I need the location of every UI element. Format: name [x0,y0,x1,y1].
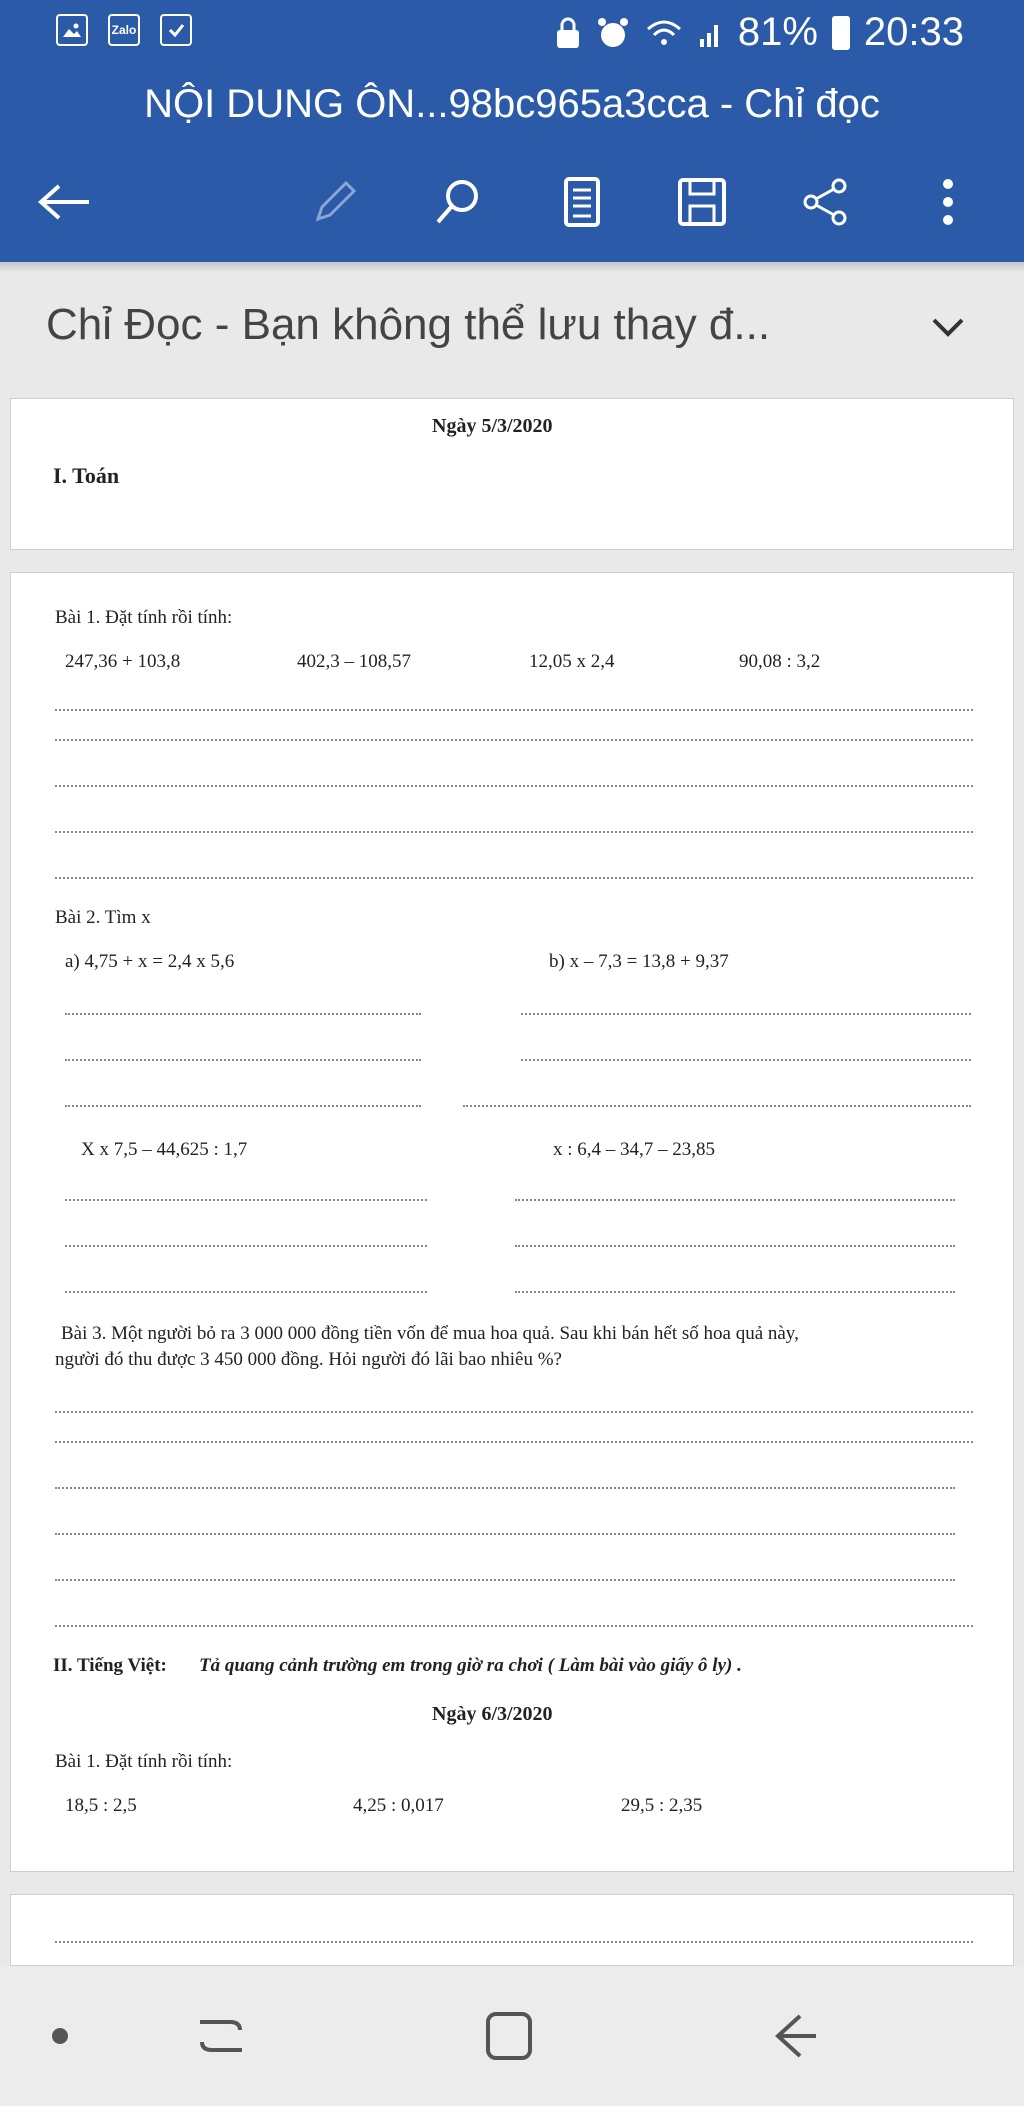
answer-line [65,1199,427,1201]
document-page-2 [10,572,1014,1872]
tieng-viet-label: II. Tiếng Việt: [53,1655,167,1676]
bai1-item-1: 247,36 + 103,8 [65,651,181,672]
reading-view-icon[interactable] [552,172,612,232]
answer-line [55,1533,955,1535]
clock-time: 20:33 [863,10,964,54]
gallery-icon [56,14,88,46]
tieng-viet-task: Tả quang cảnh trường em trong giờ ra chơi ( Làm bài vào giấy ô ly) . [199,1655,742,1676]
back-arrow-icon[interactable] [35,172,95,232]
answer-line [515,1199,955,1201]
answer-line [55,1625,973,1627]
answer-line [55,785,973,787]
document-title: NỘI DUNG ÔN...98bc965a3cca - Chỉ đọc [0,66,1024,142]
section-math-heading: I. Toán [53,463,120,488]
bai1b-item-1: 18,5 : 2,5 [65,1795,137,1816]
answer-line [521,1059,971,1061]
answer-line [65,1059,421,1061]
answer-line [55,1579,955,1581]
bai1b-item-3: 29,5 : 2,35 [621,1795,703,1816]
answer-line [55,877,973,879]
alarm-icon [596,16,630,50]
document-page-3 [10,1894,1014,1966]
answer-line [55,739,973,741]
answer-line [463,1105,971,1107]
battery-percent: 81% [737,10,818,54]
answer-line [521,1013,971,1015]
answer-line [55,1441,973,1443]
answer-line [515,1291,955,1293]
bai1-item-4: 90,08 : 3,2 [739,651,821,672]
bai2-c: X x 7,5 – 44,625 : 1,7 [81,1139,248,1160]
date-heading: Ngày 5/3/2020 [432,415,553,437]
bai2-title: Bài 2. Tìm x [55,907,151,928]
bai2-d: x : 6,4 – 34,7 – 23,85 [553,1139,716,1160]
answer-line [65,1291,427,1293]
home-icon[interactable] [484,2010,534,2062]
answer-line [65,1105,421,1107]
signal-icon [698,17,724,49]
bai1-item-2: 402,3 – 108,57 [297,651,411,672]
answer-line [55,1487,955,1489]
checklist-icon [160,14,192,46]
share-icon[interactable] [795,172,855,232]
toolbar [0,142,1024,262]
read-only-banner[interactable] [0,272,1024,388]
zalo-icon: Zalo [108,14,140,46]
answer-line [55,1941,973,1943]
navigation-bar [0,1966,1024,2106]
wifi-icon [644,17,684,49]
chevron-down-icon[interactable] [930,316,966,340]
lock-icon [554,16,582,50]
more-icon[interactable] [918,172,978,232]
edit-pencil-icon[interactable] [305,172,365,232]
bai1-title: Bài 1. Đặt tính rồi tính: [55,607,233,628]
bai3-line-1: Bài 3. Một người bỏ ra 3 000 000 đồng tiền vốn để mua hoa quả. Sau khi bán hết số hoa quả này, [61,1323,799,1344]
answer-line [65,1245,427,1247]
answer-line [515,1245,955,1247]
bai3-line-2: người đó thu được 3 450 000 đồng. Hỏi người đó lãi bao nhiêu %? [55,1349,562,1370]
bai1b-item-2: 4,25 : 0,017 [353,1795,444,1816]
bai2-a: a) 4,75 + x = 2,4 x 5,6 [65,951,235,972]
bai1b-title: Bài 1. Đặt tính rồi tính: [55,1751,233,1772]
answer-line [55,831,973,833]
save-icon[interactable] [672,172,732,232]
bai1-item-3: 12,05 x 2,4 [529,651,615,672]
read-only-banner-text: Chỉ Đọc - Bạn không thể lưu thay đ... [46,300,771,349]
date-heading-2: Ngày 6/3/2020 [432,1703,553,1725]
document-page-1 [10,398,1014,550]
dot-icon[interactable] [50,2026,70,2046]
status-bar [0,0,1024,66]
bai2-b: b) x – 7,3 = 13,8 + 9,37 [549,951,729,972]
answer-line [65,1013,421,1015]
answer-line [55,1411,973,1413]
battery-icon [832,16,850,50]
answer-line [55,709,973,711]
recent-apps-icon[interactable] [196,2008,246,2064]
toolbar-shadow [0,262,1024,272]
search-icon[interactable] [428,172,488,232]
back-icon[interactable] [770,2010,820,2062]
